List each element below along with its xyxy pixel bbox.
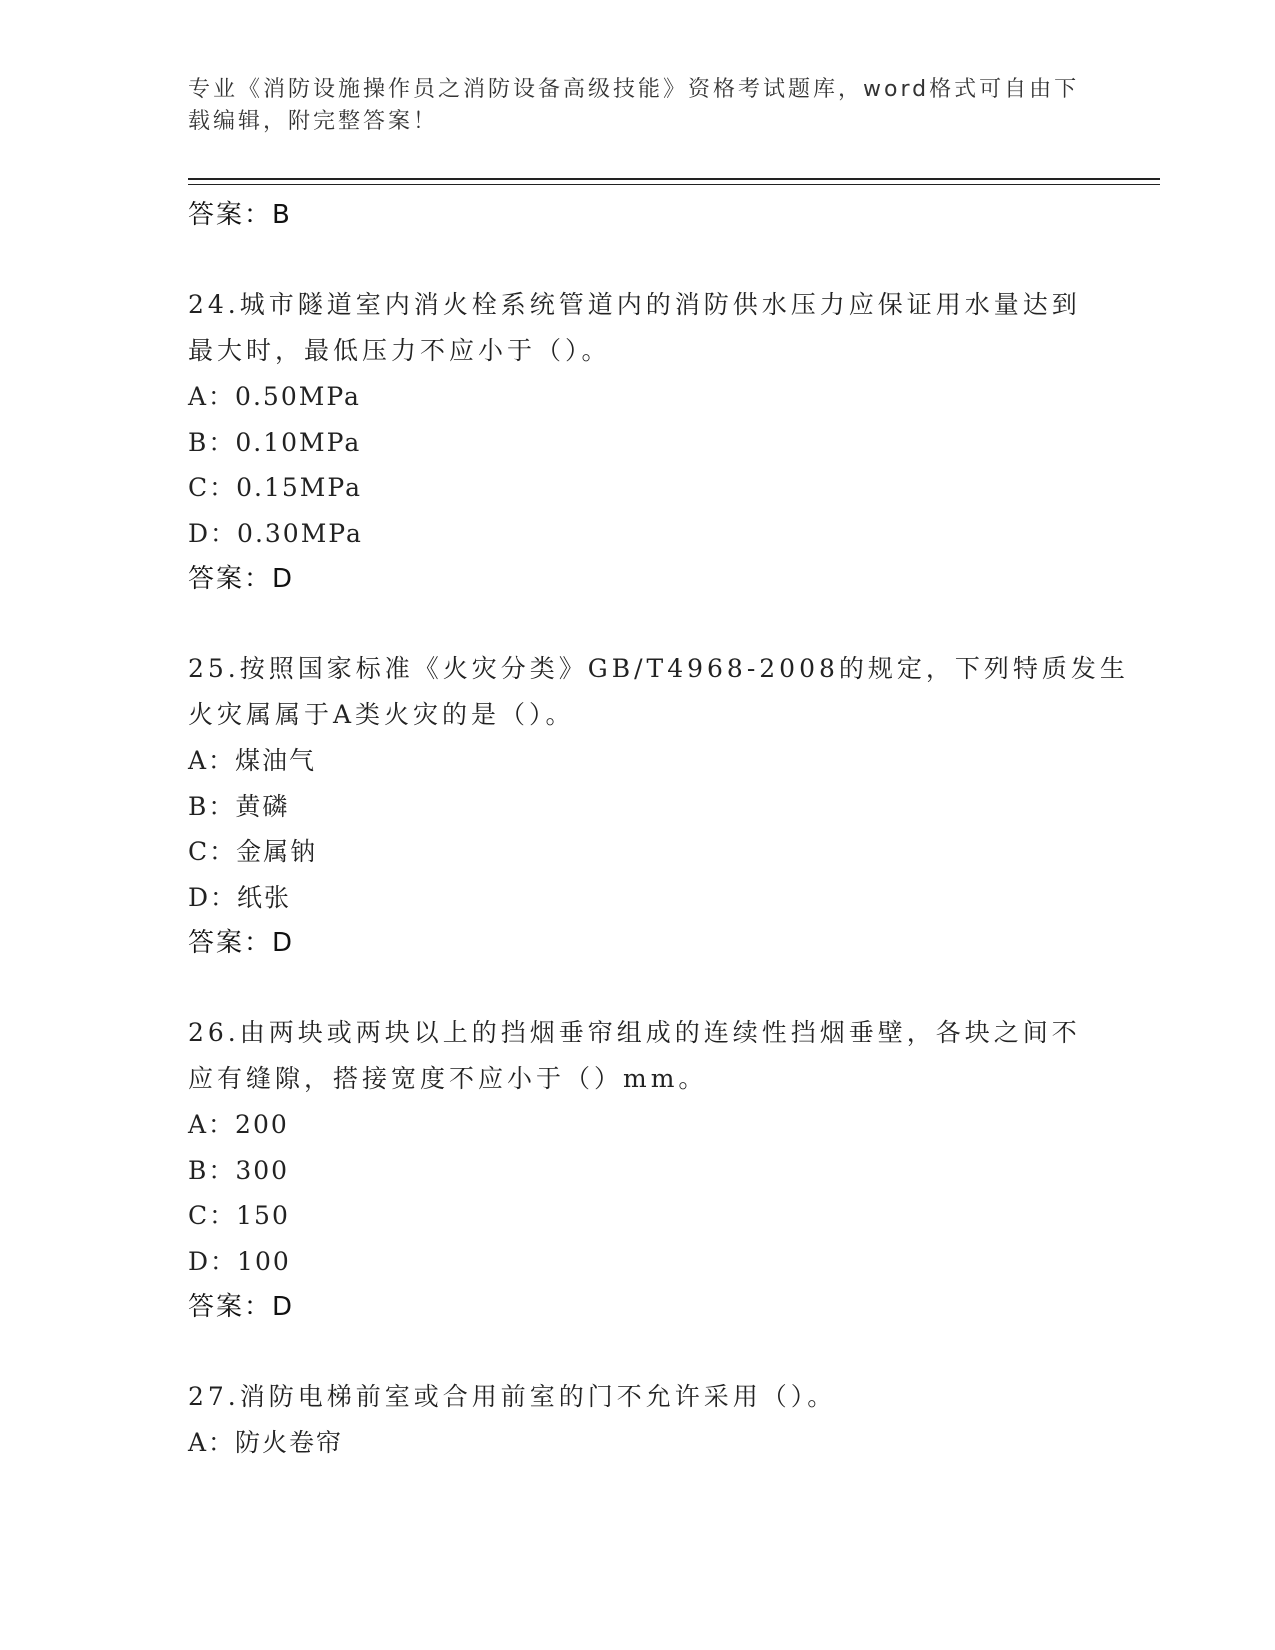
question-stem: 应有缝隙，搭接宽度不应小于（）mm。 [188,1064,708,1093]
spacer [188,966,1088,1010]
answer-line: 答案：D [188,564,295,594]
option-b: B：黄磷 [188,791,290,821]
question-stem: 火灾属属于A类火灾的是（）。 [188,700,575,729]
question-stem: 24.城市隧道室内消火栓系统管道内的消防供水压力应保证用水量达到 [188,290,1081,319]
question-stem: 25.按照国家标准《火灾分类》GB/T4968-2008的规定，下列特质发生 [188,654,1129,683]
spacer [188,238,1088,282]
option-c: C：0.15MPa [188,473,362,502]
option-a: A：煤油气 [188,746,317,775]
option-c: C：金属钠 [188,837,318,866]
header-divider-thin [188,184,1160,185]
spacer [188,1330,1088,1374]
option-a: A：防火卷帘 [188,1428,344,1457]
question-stem: 27.消防电梯前室或合用前室的门不允许采用（）。 [188,1382,837,1411]
question-26 [188,1010,1088,1330]
option-a: A：200 [188,1110,289,1139]
question-25 [188,646,1129,966]
option-c: C：150 [188,1201,290,1230]
spacer [188,602,1088,646]
answer-line: 答案：B [188,200,292,230]
answer-line: 答案：D [188,1292,295,1322]
question-stem: 26.由两块或两块以上的挡烟垂帘组成的连续性挡烟垂壁，各块之间不 [188,1018,1081,1047]
question-24 [188,282,1088,602]
header-line-2: 载编辑，附完整答案！ [188,109,439,134]
option-a: A：0.50MPa [188,382,361,411]
header-divider-thick [188,178,1160,180]
option-d: D：100 [188,1246,291,1276]
question-list [188,192,1129,1466]
option-d: D：0.30MPa [188,518,363,548]
header-line-1: 专业《消防设施操作员之消防设备高级技能》资格考试题库，word格式可自由下 [188,77,1080,102]
option-d: D：纸张 [188,882,292,912]
answer-line: 答案：D [188,928,295,958]
option-b: B：300 [188,1155,290,1185]
document-header [188,74,1088,138]
question-stem: 最大时，最低压力不应小于（）。 [188,336,611,365]
option-b: B：0.10MPa [188,427,362,457]
question-27 [188,1374,1088,1466]
